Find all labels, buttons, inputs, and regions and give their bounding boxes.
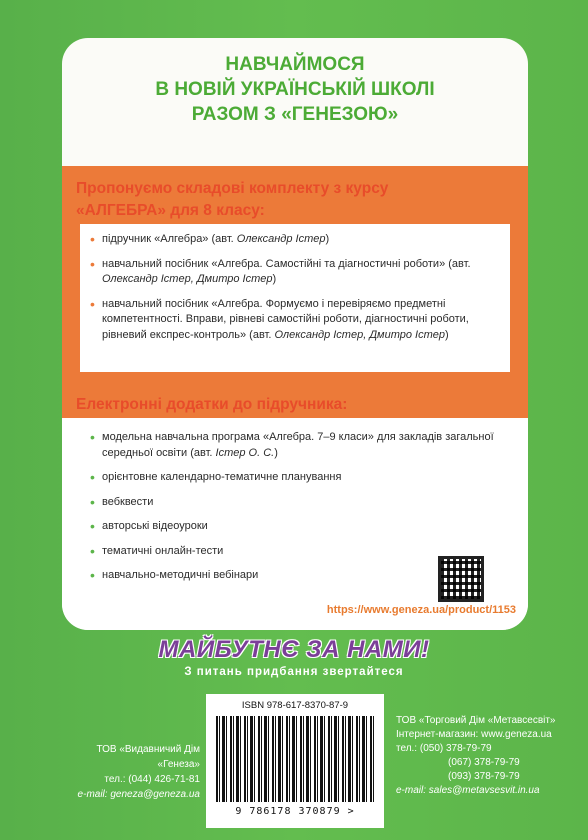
product-link[interactable]: https://www.geneza.ua/product/1153	[326, 604, 516, 616]
list-item: • навчально-методичні вебінари	[88, 568, 508, 584]
list-item: • вебквести	[88, 495, 508, 511]
list-item: • модельна навчальна програма «Алгебра. 7–9 класи» для закладів загальної середньої освіти (авт. Істер О. С.)	[88, 430, 508, 461]
list-item: • навчальний посібник «Алгебра. Самостійні та діагностичні роботи» (авт. Олександр Істер, Дмитро Істер)	[88, 257, 502, 288]
list-item: • авторські відеоуроки	[88, 519, 508, 535]
barcode-number: 9 786178 370879 >	[235, 806, 355, 817]
store-contact: ТОВ «Торговий Дім «Метавсесвіт» Інтернет-магазин: www.geneza.ua тел.: (050) 378-79-79 (067) 378-79-79 (093) 378-79-79 e-mail: sales@metavsesvit.in.ua	[396, 715, 556, 796]
qr-code-icon	[438, 556, 484, 602]
publisher-contact: ТОВ «Видавничий Дім «Генеза» тел.: (044) 426-71-81 e-mail: geneza@geneza.ua	[77, 744, 200, 800]
list-item: • тематичні онлайн-тести	[88, 544, 508, 560]
purchase-note: З питань придбання звертайтеся	[184, 666, 404, 678]
list-item: • орієнтовне календарно-тематичне планування	[88, 470, 508, 486]
electronic-heading: Електронні додатки до підручника:	[76, 396, 348, 413]
barcode-box	[206, 694, 384, 828]
info-panel	[62, 38, 528, 630]
panel-title: НАВЧАЙМОСЯ В НОВІЙ УКРАЇНСЬКІЙ ШКОЛІ РАЗОМ З «ГЕНЕЗОЮ»	[155, 54, 435, 125]
isbn-text: ISBN 978-617-8370-87-9	[241, 700, 349, 711]
slogan: МАЙБУТНЄ ЗА НАМИ!	[158, 636, 430, 663]
offer-heading: Пропонуємо складові комплекту з курсу «АЛГЕБРА» для 8 класу:	[76, 180, 389, 219]
list-item: • навчальний посібник «Алгебра. Формуємо і перевіряємо предметні компетентності. Вправи, рівневі самостійні роботи, діагностичні роботи, рівневий експрес-контроль» (авт. Олександр Істер, Дмитро Істер)	[88, 297, 502, 344]
list-item: • підручник «Алгебра» (авт. Олександр Істер)	[88, 232, 502, 248]
barcode-icon	[216, 716, 374, 802]
components-list	[88, 232, 502, 352]
